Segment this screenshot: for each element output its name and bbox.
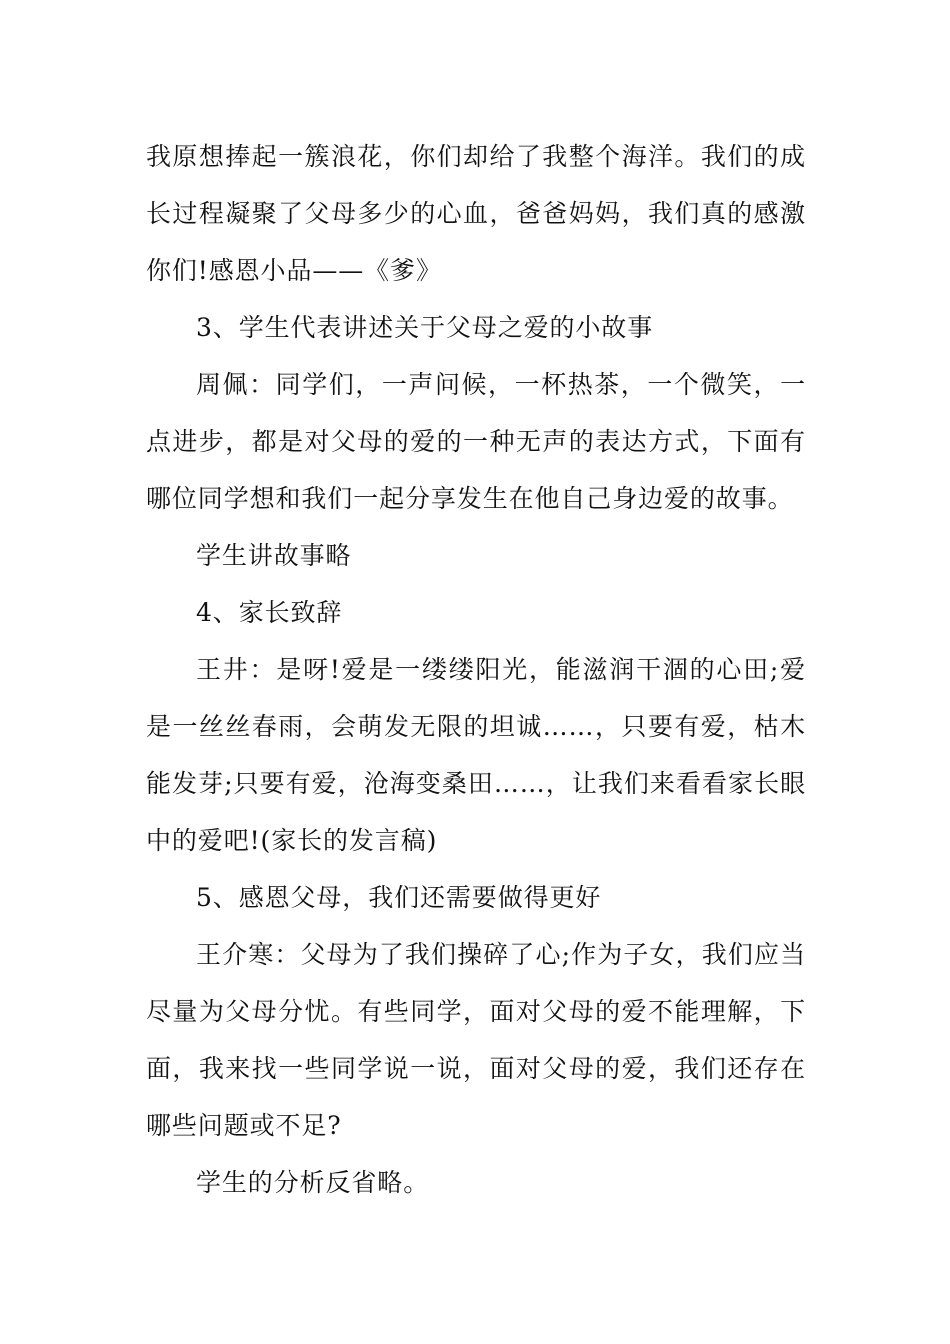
paragraph-intro: 我原想捧起一簇浪花，你们却给了我整个海洋。我们的成长过程凝聚了父母多少的心血，爸爸妈妈，我们真的感激你们!感恩小品——《爹》 bbox=[146, 142, 806, 285]
heading-student-stories: 3、学生代表讲述关于父母之爱的小故事 bbox=[196, 313, 654, 342]
paragraph-student-reflection-note: 学生的分析反省略。 bbox=[196, 1168, 430, 1197]
heading-parent-speech: 4、家长致辞 bbox=[196, 598, 343, 627]
paragraph-wang-jiehan: 王介寒：父母为了我们操碎了心;作为子女，我们应当尽量为父母分忧。有些同学，面对父母的爱不能理解，下面，我来找一些同学说一说，面对父母的爱，我们还存在哪些问题或不足? bbox=[146, 940, 806, 1140]
paragraph-zhou-pei: 周佩：同学们，一声问候，一杯热茶，一个微笑，一点进步，都是对父母的爱的一种无声的表达方式，下面有哪位同学想和我们一起分享发生在他自己身边爱的故事。 bbox=[146, 370, 806, 513]
heading-do-better: 5、感恩父母，我们还需要做得更好 bbox=[196, 883, 602, 912]
paragraph-wang-jing: 王井：是呀!爱是一缕缕阳光，能滋润干涸的心田;爱是一丝丝春雨，会萌发无限的坦诚……，只要有爱，枯木能发芽;只要有爱，沧海变桑田……，让我们来看看家长眼中的爱吧!(家长的发言稿) bbox=[146, 655, 806, 855]
document-body bbox=[146, 128, 806, 1211]
paragraph-student-story-note: 学生讲故事略 bbox=[196, 541, 352, 570]
